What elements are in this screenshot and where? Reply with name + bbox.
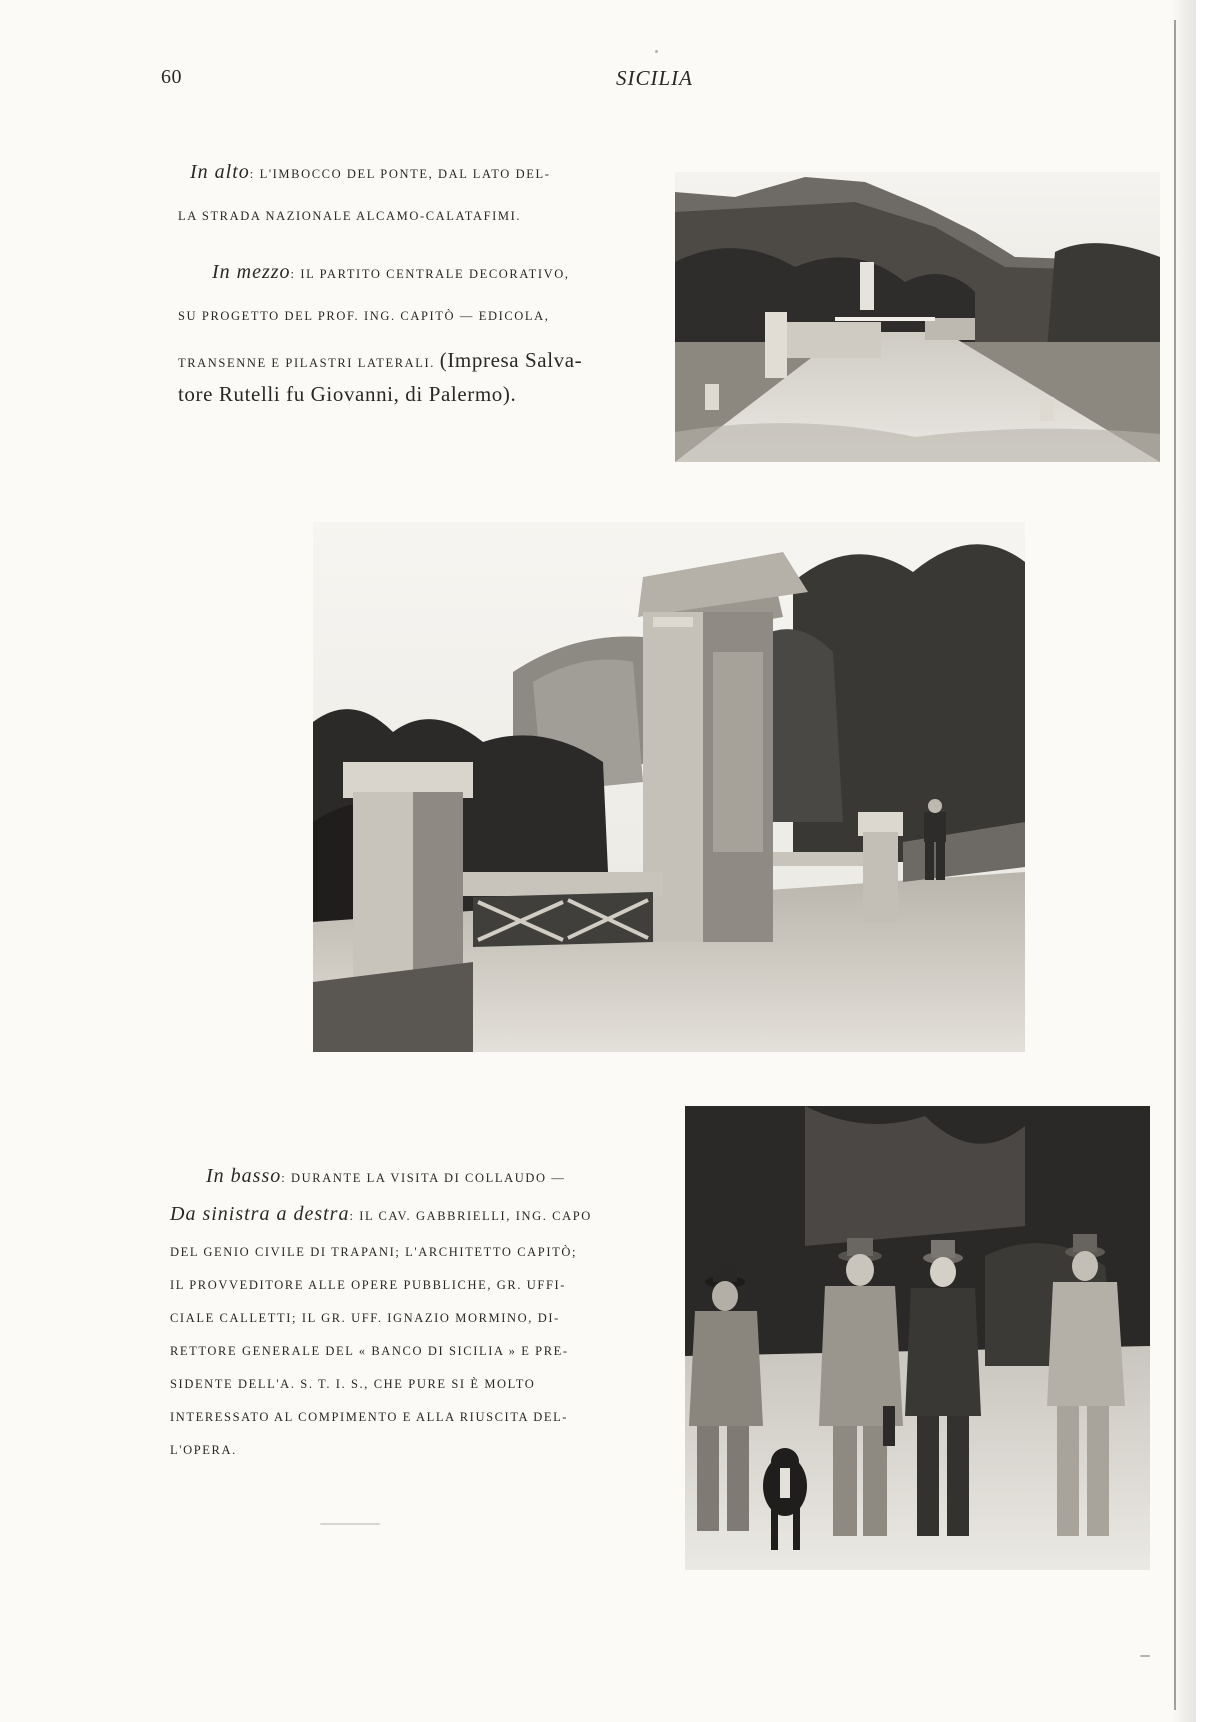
caption-bottom-line-7: SIDENTE DELL'A. S. T. I. S., CHE PURE SI È MOLTO <box>170 1377 536 1391</box>
caption-lead-in-alto: In alto <box>190 161 250 183</box>
caption-lead-da-sinistra: Da sinistra a destra <box>170 1203 350 1225</box>
inspection-visit-group-photo <box>685 1106 1150 1570</box>
group-of-men-image <box>685 1106 1150 1570</box>
caption-lead-in-mezzo: In mezzo <box>212 261 291 283</box>
paper-speck <box>1140 1655 1150 1657</box>
decorative-monument-image <box>313 522 1025 1052</box>
caption-top-line-6: tore Rutelli fu Giovanni, di Palermo). <box>178 382 517 406</box>
caption-bottom-line-4: IL PROVVEDITORE ALLE OPERE PUBBLICHE, GR. UFFI- <box>170 1278 567 1292</box>
bridge-entrance-image <box>675 172 1160 462</box>
page-edge-line <box>1174 20 1176 1710</box>
caption-text: TRANSENNE E PILASTRI LATERALI. <box>178 356 436 370</box>
running-header-title: SICILIA <box>616 66 693 90</box>
decorative-central-part-photo <box>313 522 1025 1052</box>
caption-text: : IL PARTITO CENTRALE DECORATIVO, <box>290 267 570 281</box>
bridge-entrance-photo <box>675 172 1160 462</box>
caption-top-line-1 <box>190 162 550 182</box>
caption-lead-in-basso: In basso <box>206 1165 282 1187</box>
caption-text: : IL CAV. GABBRIELLI, ING. CAPO <box>349 1209 592 1223</box>
caption-text: : L'IMBOCCO DEL PONTE, DAL LATO DEL- <box>249 167 551 181</box>
caption-bottom-line-2 <box>170 1204 592 1224</box>
caption-text: : DURANTE LA VISITA DI COLLAUDO — <box>281 1171 566 1185</box>
caption-bottom-line-9: L'OPERA. <box>170 1443 237 1457</box>
caption-bottom-line-1 <box>206 1166 565 1186</box>
caption-bottom-line-3: DEL GENIO CIVILE DI TRAPANI; L'ARCHITETTO CAPITÒ; <box>170 1245 578 1259</box>
caption-top-line-5 <box>178 350 582 371</box>
caption-top-line-4: SU PROGETTO DEL PROF. ING. CAPITÒ — EDICOLA, <box>178 309 550 323</box>
paper-smudge <box>320 1523 380 1525</box>
caption-bottom-line-5: CIALE CALLETTI; IL GR. UFF. IGNAZIO MORMINO, DI- <box>170 1311 560 1325</box>
caption-top-line-3 <box>212 262 570 282</box>
paper-speck <box>655 50 658 53</box>
caption-top-line-2: LA STRADA NAZIONALE ALCAMO-CALATAFIMI. <box>178 209 522 223</box>
caption-bottom-line-8: INTERESSATO AL COMPIMENTO E ALLA RIUSCITA DEL- <box>170 1410 569 1424</box>
caption-text-large: (Impresa Salva- <box>439 348 583 372</box>
page-number: 60 <box>161 66 182 88</box>
caption-bottom-line-6: RETTORE GENERALE DEL « BANCO DI SICILIA » E PRE- <box>170 1344 569 1358</box>
